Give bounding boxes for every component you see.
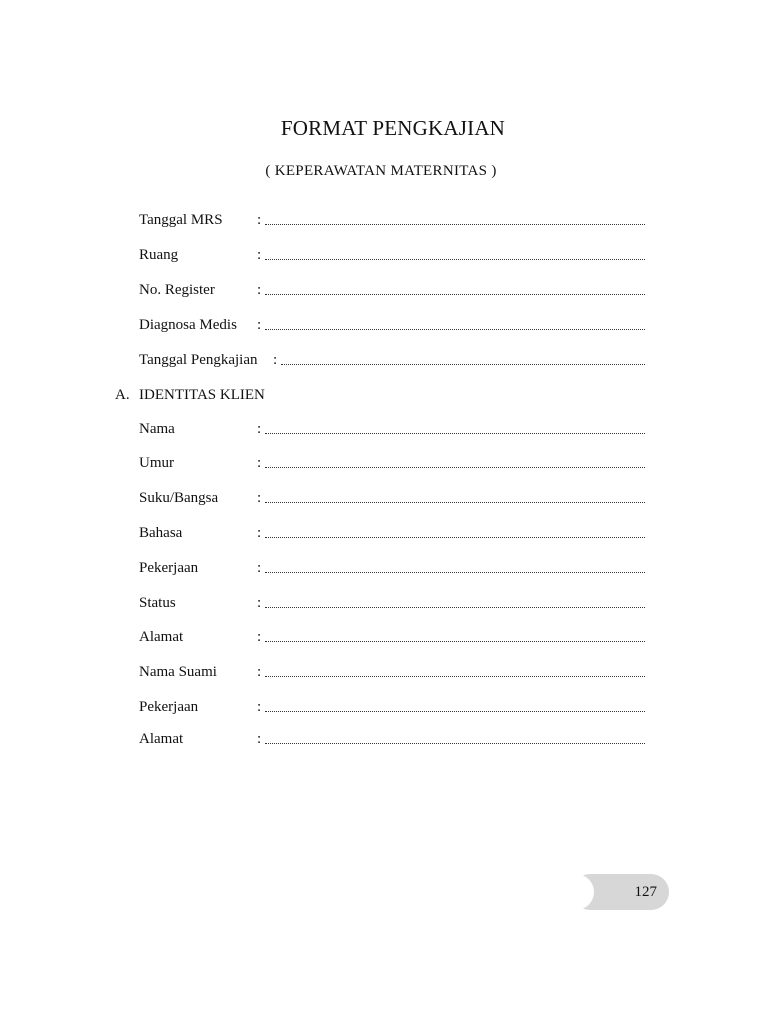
field-label: Diagnosa Medis (139, 317, 237, 333)
field-separator: : (257, 455, 262, 471)
field-separator: : (257, 664, 262, 680)
field-separator: : (257, 421, 262, 437)
fill-in-line[interactable] (265, 572, 645, 573)
section-a-heading (115, 384, 265, 406)
page-number-tab (572, 874, 669, 910)
fill-in-line[interactable] (281, 364, 645, 365)
field-row-no-register (139, 279, 645, 301)
section-title: IDENTITAS KLIEN (139, 387, 265, 403)
field-row-ruang (139, 244, 645, 266)
fill-in-line[interactable] (265, 607, 645, 608)
fill-in-line[interactable] (265, 743, 645, 744)
fill-in-line[interactable] (265, 641, 645, 642)
section-letter: A. (115, 387, 130, 403)
field-row-umur (139, 452, 645, 474)
field-label: Umur (139, 455, 174, 471)
field-row-alamat (139, 626, 645, 648)
fill-in-line[interactable] (265, 294, 645, 295)
field-label: Ruang (139, 247, 179, 263)
field-row-pekerjaan (139, 557, 645, 579)
field-label: Status (139, 595, 176, 611)
field-label: Suku/Bangsa (139, 490, 219, 506)
field-separator: : (257, 731, 262, 747)
field-label: Pekerjaan (139, 699, 199, 715)
field-row-tanggal-mrs (139, 209, 645, 231)
field-row-pekerjaan-suami (139, 696, 645, 718)
field-row-nama (139, 418, 645, 440)
field-label: No. Register (139, 282, 215, 298)
field-label: Alamat (139, 731, 184, 747)
field-row-alamat-suami (139, 728, 645, 750)
field-label: Nama (139, 421, 175, 437)
field-separator: : (257, 699, 262, 715)
document-title: FORMAT PENGKAJIAN (280, 116, 506, 140)
fill-in-line[interactable] (265, 711, 645, 712)
fill-in-line[interactable] (265, 676, 645, 677)
field-label: Tanggal Pengkajian (139, 352, 258, 368)
field-label: Bahasa (139, 525, 183, 541)
field-row-suku-bangsa (139, 487, 645, 509)
page-number: 127 (634, 884, 657, 900)
field-separator: : (257, 212, 262, 228)
fill-in-line[interactable] (265, 502, 645, 503)
field-separator: : (257, 317, 262, 333)
field-row-tanggal-pengkajian (139, 349, 645, 371)
fill-in-line[interactable] (265, 433, 645, 434)
field-label: Tanggal MRS (139, 212, 223, 228)
field-row-status (139, 592, 645, 614)
field-separator: : (273, 352, 278, 368)
field-label: Nama Suami (139, 664, 217, 680)
field-row-diagnosa-medis (139, 314, 645, 336)
field-separator: : (257, 490, 262, 506)
fill-in-line[interactable] (265, 329, 645, 330)
field-separator: : (257, 595, 262, 611)
fill-in-line[interactable] (265, 259, 645, 260)
field-row-nama-suami (139, 661, 645, 683)
field-separator: : (257, 282, 262, 298)
field-separator: : (257, 247, 262, 263)
fill-in-line[interactable] (265, 537, 645, 538)
fill-in-line[interactable] (265, 224, 645, 225)
field-row-bahasa (139, 522, 645, 544)
field-separator: : (257, 525, 262, 541)
field-separator: : (257, 560, 262, 576)
fill-in-line[interactable] (265, 467, 645, 468)
field-label: Pekerjaan (139, 560, 199, 576)
field-separator: : (257, 629, 262, 645)
document-subtitle: ( KEPERAWATAN MATERNITAS ) (265, 163, 497, 179)
field-label: Alamat (139, 629, 184, 645)
